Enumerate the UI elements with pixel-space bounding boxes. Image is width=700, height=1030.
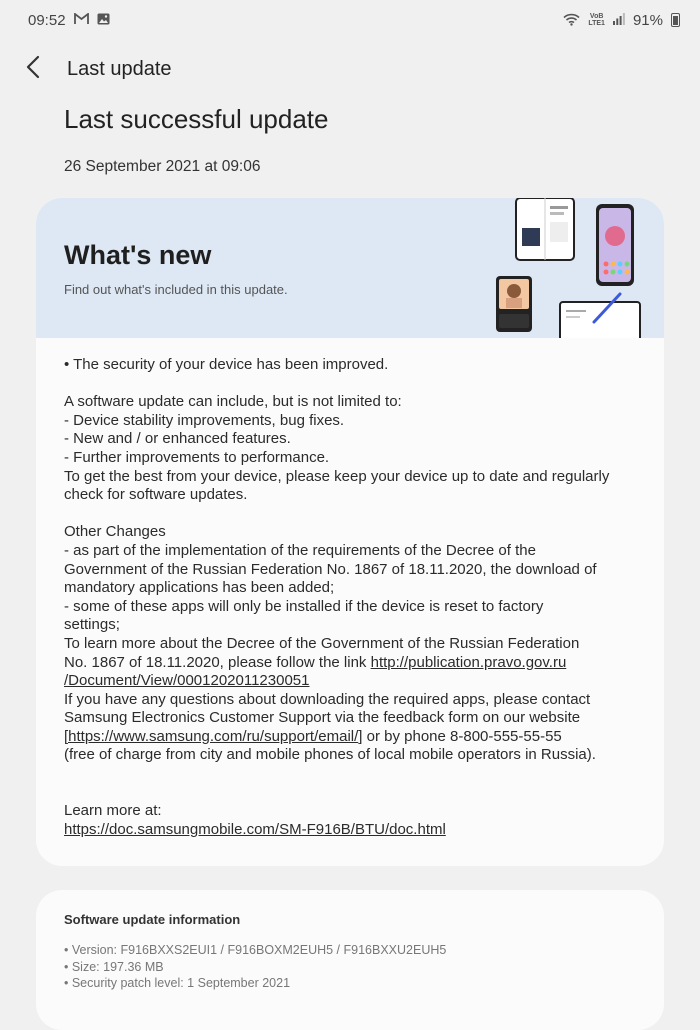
body-line: - Device stability improvements, bug fixes. [64, 411, 345, 429]
body-line: • The security of your device has been improved. [64, 356, 389, 373]
pravo-link[interactable]: http://publication.pravo.gov.ru [370, 653, 567, 671]
whats-new-banner [36, 198, 664, 338]
body-line: - New and / or enhanced features. [64, 430, 291, 448]
battery-icon [671, 13, 680, 27]
body-line-with-link [64, 654, 646, 673]
software-info-title: Software update information [64, 912, 241, 927]
body-gap [64, 505, 646, 524]
app-header [0, 48, 700, 90]
body-line: To get the best from your device, please keep your device up to date and regularly [64, 467, 610, 485]
body-line: check for software updates. [64, 486, 248, 504]
body-line: Samsung Electronics Customer Support via the feedback form on our website [64, 709, 581, 727]
body-line: - some of these apps will only be installed if the device is reset to factory [64, 597, 544, 615]
body-line: - Further improvements to performance. [64, 448, 330, 466]
learn-more-label: Learn more at: [64, 802, 162, 820]
status-left [28, 12, 110, 29]
status-time: 09:52 [28, 11, 66, 29]
body-line-with-link [64, 821, 646, 840]
whats-new-title: What's new [64, 240, 212, 270]
body-line-with-link [64, 672, 646, 691]
security-patch-info: • Security patch level: 1 September 2021 [64, 976, 291, 990]
whats-new-card [36, 198, 664, 866]
body-line: If you have any questions about downloading the required apps, please contact [64, 690, 591, 708]
body-line: - as part of the implementation of the requirements of the Decree of the [64, 541, 536, 559]
network-type [588, 13, 605, 27]
header-title: Last update [67, 57, 172, 80]
body-gap [64, 765, 646, 784]
software-info-card [36, 890, 664, 1030]
body-gap [64, 784, 646, 803]
body-line: (free of charge from city and mobile phones of local mobile operators in Russia). [64, 746, 596, 764]
page-heading: Last successful update [64, 104, 329, 134]
body-line: A software update can include, but is not limited to: [64, 393, 402, 411]
software-info-list [64, 942, 446, 992]
body-line: mandatory applications has been added; [64, 579, 335, 597]
pravo-link-continued[interactable]: /Document/View/0001202011230051 [64, 672, 310, 690]
status-right [563, 12, 680, 29]
devices-illustration [494, 198, 664, 338]
whats-new-subtitle: Find out what's included in this update. [64, 282, 288, 297]
size-info: • Size: 197.36 MB [64, 959, 164, 974]
body-line: Government of the Russian Federation No. 1867 of 18.11.2020, the download of [64, 560, 597, 578]
body-line: settings; [64, 616, 120, 634]
whats-new-body [64, 356, 646, 839]
body-line: To learn more about the Decree of the Government of the Russian Federation [64, 634, 580, 652]
status-bar [0, 0, 700, 40]
wifi-icon [563, 13, 580, 28]
other-changes-heading: Other Changes [64, 523, 166, 541]
battery-percent: 91% [632, 11, 663, 29]
body-line-with-link [64, 728, 646, 747]
body-gap [64, 375, 646, 394]
network-label-top: VoB [589, 13, 604, 20]
version-info: • Version: F916BXXS2EUI1 / F916BOXM2EUH5 / F916BXXU2EUH5 [64, 943, 447, 957]
samsung-support-link[interactable]: [https://www.samsung.com/ru/support/email/ [64, 727, 359, 745]
back-button[interactable] [18, 49, 48, 89]
network-label-bottom: LTE1 [588, 20, 605, 27]
learn-more-link[interactable]: https://doc.samsungmobile.com/SM-F916B/BTU/doc.html [64, 820, 446, 838]
signal-icon [613, 13, 625, 27]
update-date: 26 September 2021 at 09:06 [64, 158, 261, 175]
body-text: ] or by phone 8-800-555-55-55 [358, 727, 562, 745]
mail-icon [74, 13, 89, 27]
chevron-left-icon [26, 55, 40, 84]
body-text: No. 1867 of 18.11.2020, please follow the link [64, 653, 371, 671]
image-icon [97, 13, 110, 27]
